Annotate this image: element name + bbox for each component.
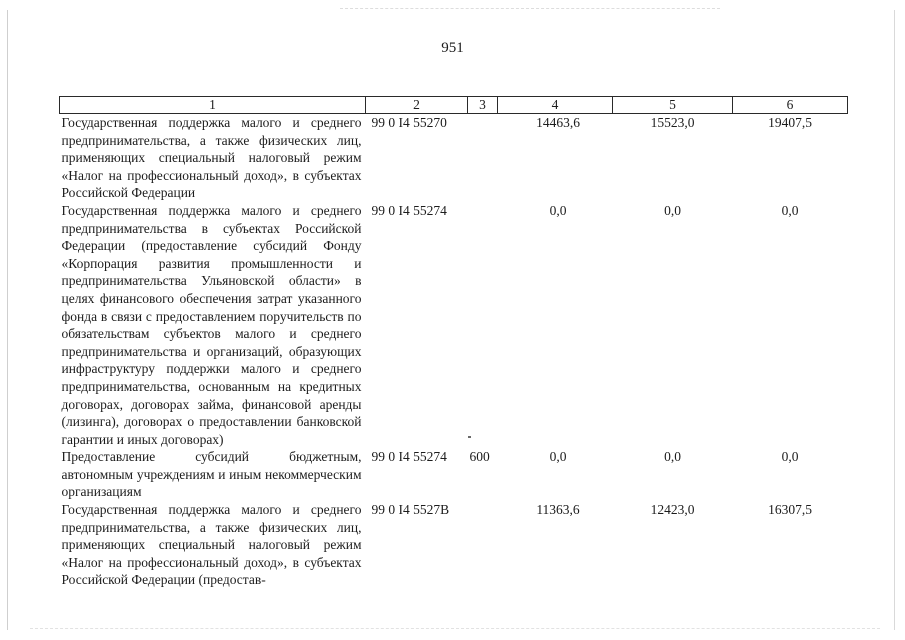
header-col-1: 1 — [60, 97, 366, 114]
row-value-col5: 15523,0 — [650, 115, 695, 130]
header-col-4: 4 — [498, 97, 613, 114]
row-value-col5: 12423,0 — [650, 502, 695, 518]
row-name: Предоставление субсидий бюджетным, автономным учреждениям и иным некоммерческим организациям — [61, 449, 362, 500]
row-value-col4: 0,0 — [549, 449, 567, 465]
row-value-col6: 19407,5 — [768, 115, 812, 130]
row-value-col5: 0,0 — [664, 449, 681, 465]
table-row — [60, 202, 848, 448]
header-col-2: 2 — [366, 97, 468, 114]
row-value-col6: 16307,5 — [768, 502, 812, 518]
table-row — [60, 501, 848, 589]
page-number: 951 — [441, 40, 464, 56]
header-col-6: 6 — [733, 97, 848, 114]
row-value-col4: 0,0 — [549, 202, 567, 218]
row-name: Государственная поддержка малого и среднего предпринимательства, а также физических лиц, применяющих специальный налоговый режим «Налог на профессиональный доход», в субъектах Российской Федерации (предостав- — [61, 502, 362, 588]
row-value-col4: 14463,6 — [536, 115, 580, 130]
row-expense-type — [468, 202, 498, 448]
scan-edge-right — [894, 10, 895, 630]
scan-edge-left — [7, 10, 8, 630]
row-value-col6: 0,0 — [781, 202, 799, 218]
table-body — [60, 114, 848, 590]
scan-speck — [468, 436, 471, 438]
table-header — [60, 97, 848, 114]
row-code: 99 0 I4 55274 — [371, 449, 447, 465]
row-expense-type: 600 — [469, 449, 490, 465]
row-value-col4: 11363,6 — [536, 502, 580, 518]
row-code: 99 0 I4 55270 — [371, 115, 447, 130]
row-code: 99 0 I4 5527B — [371, 502, 450, 518]
scan-artifact-bottom — [30, 628, 880, 629]
row-name: Государственная поддержка малого и среднего предпринимательства в субъектах Российской Федерации (предоставление субсидий Фонду «Корпорация развития промышленности и предпринимательства Ульяновской области» в целях финансового обеспечения затрат указанного фонда в связи с предоставлением поручительств по обязательствам субъектов малого и среднего предпринимательства и организаций, образующих инфраструктуру поддержки малого и среднего предпринимательства, основанным на кредитных договорах, договорах займа, финансовой аренды (лизинга), договорах о предоставлении банковской гарантии и иных договорах) — [61, 202, 362, 447]
header-row — [60, 97, 848, 114]
scan-artifact-top — [340, 8, 720, 9]
table-row — [60, 114, 848, 202]
row-name: Государственная поддержка малого и среднего предпринимательства, а также физических лиц, применяющих специальный налоговый режим «Налог на профессиональный доход», в субъектах Российской Федерации — [61, 115, 362, 201]
budget-table — [59, 96, 848, 589]
row-value-col5: 0,0 — [664, 202, 681, 218]
row-code: 99 0 I4 55274 — [371, 202, 447, 218]
header-col-5: 5 — [613, 97, 733, 114]
header-col-3: 3 — [468, 97, 498, 114]
table-row — [60, 448, 848, 501]
row-expense-type — [468, 501, 498, 589]
row-value-col6: 0,0 — [781, 449, 799, 465]
row-expense-type — [468, 114, 498, 202]
